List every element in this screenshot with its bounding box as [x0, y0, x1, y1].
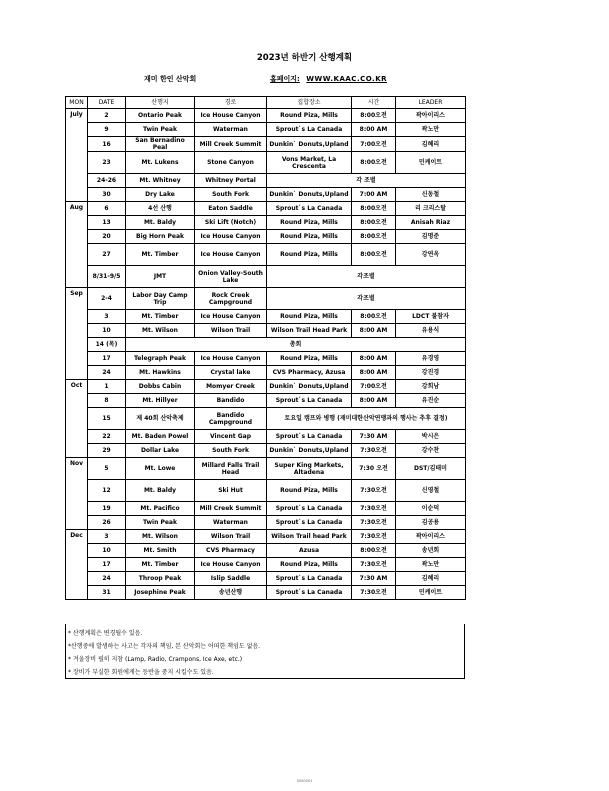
leader-cell: 유진순: [396, 394, 466, 408]
date-cell: 15: [88, 408, 126, 430]
date-cell: 2: [88, 109, 126, 123]
header-row: [66, 97, 466, 109]
month-cell: July: [66, 109, 88, 202]
meeting-place-cell: Sprout`s La Canada: [267, 572, 352, 586]
club-name: 재미 한인 산악회: [144, 75, 197, 83]
schedule-body: [66, 109, 466, 600]
place-cell: Mt. Baden Powel: [126, 430, 195, 444]
route-cell: CVS Pharmacy: [195, 544, 267, 558]
time-cell: 8:00 AM: [352, 352, 396, 366]
meeting-place-cell: Dunkin` Donuts,Upland: [267, 137, 352, 152]
date-cell: 10: [88, 324, 126, 338]
leader-cell: 김명준: [396, 230, 466, 244]
leader-cell: 강수찬: [396, 444, 466, 458]
merged-cell: 토요일 캠프와 병행 (재미대한산악연맹과의 행사는 추후 결정): [267, 408, 466, 430]
place-cell: 4선 산행: [126, 202, 195, 216]
route-cell: Ice House Canyon: [195, 310, 267, 324]
leader-cell: 곽아이리스: [396, 109, 466, 123]
place-cell: 제 40회 산악축제: [126, 408, 195, 430]
time-cell: 8:00오전: [352, 216, 396, 230]
route-cell: Ski Hut: [195, 480, 267, 502]
date-cell: 12: [88, 480, 126, 502]
place-cell: Mt. Timber: [126, 244, 195, 266]
route-cell: Crystal lake: [195, 366, 267, 380]
header-cell: 시간: [352, 97, 396, 109]
place-cell: Mt. Baldy: [126, 216, 195, 230]
time-cell: 7:00 AM: [352, 188, 396, 202]
route-cell: Stone Canyon: [195, 152, 267, 174]
table-row: [66, 480, 466, 502]
page-footer: 0000001: [296, 779, 313, 783]
leader-cell: 신영철: [396, 480, 466, 502]
place-cell: Dollar Lake: [126, 444, 195, 458]
time-cell: 7:30 AM: [352, 430, 396, 444]
date-cell: 24: [88, 572, 126, 586]
time-cell: 7:30오전: [352, 530, 396, 544]
table-row: [66, 216, 466, 230]
place-cell: Mt. Hillyer: [126, 394, 195, 408]
table-row: [66, 202, 466, 216]
route-cell: Ice House Canyon: [195, 558, 267, 572]
table-row: [66, 572, 466, 586]
place-cell: Throop Peak: [126, 572, 195, 586]
meeting-place-cell: Round Piza, Mills: [267, 244, 352, 266]
date-cell: 20: [88, 230, 126, 244]
table-row: [66, 430, 466, 444]
route-cell: Vincent Gap: [195, 430, 267, 444]
leader-cell: 곽노만: [396, 558, 466, 572]
header-cell: DATE: [88, 97, 126, 109]
table-row: [66, 266, 466, 288]
month-cell: Aug: [66, 202, 88, 288]
meeting-place-cell: Round Piza, Mills: [267, 558, 352, 572]
table-row: [66, 288, 466, 310]
time-cell: 8:00오전: [352, 244, 396, 266]
time-cell: 7:30오전: [352, 586, 396, 600]
meeting-place-cell: Sprout`s La Canada: [267, 502, 352, 516]
place-cell: San Bernadino Peal: [126, 137, 195, 152]
leader-cell: 박시은: [396, 430, 466, 444]
leader-cell: 민케이트: [396, 586, 466, 600]
route-cell: South Fork: [195, 188, 267, 202]
date-cell: 8/31-9/5: [88, 266, 126, 288]
time-cell: 7:30오전: [352, 558, 396, 572]
time-cell: 8:00 AM: [352, 324, 396, 338]
leader-cell: 이순덕: [396, 502, 466, 516]
meeting-place-cell: Round Piza, Mills: [267, 109, 352, 123]
date-cell: 2-4: [88, 288, 126, 310]
leader-cell: 김혜리: [396, 572, 466, 586]
time-cell: 8:00오전: [352, 544, 396, 558]
note-line: * 겨울장비 필히 지참 (Lamp, Radio, Crampons, Ice Axe, etc.): [68, 656, 243, 663]
time-cell: 7:30오전: [352, 480, 396, 502]
time-cell: 8:00오전: [352, 152, 396, 174]
route-cell: Ice House Canyon: [195, 352, 267, 366]
time-cell: 7:30오전: [352, 444, 396, 458]
route-cell: Ice House Canyon: [195, 109, 267, 123]
table-row: [66, 174, 466, 188]
homepage-link[interactable]: WWW.KAAC.CO.KR: [306, 75, 388, 83]
route-cell: Millard Falls Trail Head: [195, 458, 267, 480]
meeting-place-cell: CVS Pharmacy, Azusa: [267, 366, 352, 380]
table-row: [66, 530, 466, 544]
meeting-place-cell: Dunkin` Donuts,Upland: [267, 444, 352, 458]
place-cell: Mt. Lowe: [126, 458, 195, 480]
date-cell: 8: [88, 394, 126, 408]
leader-cell: 송년회: [396, 544, 466, 558]
homepage: [270, 74, 387, 84]
route-cell: Wilson Trail: [195, 530, 267, 544]
header-cell: LEADER: [396, 97, 466, 109]
meeting-place-cell: Sprout`s La Canada: [267, 394, 352, 408]
place-cell: Mt. Wilson: [126, 530, 195, 544]
table-row: [66, 516, 466, 530]
route-cell: Waterman: [195, 123, 267, 137]
month-cell: Sep: [66, 288, 88, 380]
note-line: * 산행계획은 변경될수 있음.: [68, 630, 143, 637]
route-cell: Mill Creek Summit: [195, 502, 267, 516]
table-row: [66, 244, 466, 266]
date-cell: 3: [88, 310, 126, 324]
route-cell: Eaton Saddle: [195, 202, 267, 216]
place-cell: Mt. Pacifico: [126, 502, 195, 516]
route-cell: Ice House Canyon: [195, 230, 267, 244]
meeting-place-cell: Sprout`s La Canada: [267, 516, 352, 530]
leader-cell: 김공용: [396, 516, 466, 530]
place-cell: Mt. Timber: [126, 558, 195, 572]
schedule-table: [65, 96, 466, 600]
month-cell: Nov: [66, 458, 88, 530]
route-cell: Mill Creek Summit: [195, 137, 267, 152]
route-cell: Wilson Trail: [195, 324, 267, 338]
route-cell: Onion Valley-South Lake: [195, 266, 267, 288]
time-cell: 8:00오전: [352, 202, 396, 216]
place-cell: Twin Peak: [126, 123, 195, 137]
time-cell: 7:30 오전: [352, 458, 396, 480]
leader-cell: 신동철: [396, 188, 466, 202]
table-row: [66, 188, 466, 202]
table-row: [66, 366, 466, 380]
notes-box: [65, 624, 465, 679]
table-row: [66, 458, 466, 480]
place-cell: Labor Day Camp Trip: [126, 288, 195, 310]
date-cell: 30: [88, 188, 126, 202]
leader-cell: 곽노만: [396, 123, 466, 137]
merged-cell: 각조별: [267, 266, 466, 288]
meeting-place-cell: Dunkin` Donuts,Upland: [267, 188, 352, 202]
meeting-place-cell: Sprout`s La Canada: [267, 123, 352, 137]
leader-cell: Anisah Riaz: [396, 216, 466, 230]
leader-cell: DST/김태미: [396, 458, 466, 480]
time-cell: 7:30오전: [352, 516, 396, 530]
place-cell: Mt. Timber: [126, 310, 195, 324]
date-cell: 24-26: [88, 174, 126, 188]
date-cell: 17: [88, 558, 126, 572]
meeting-place-cell: Round Piza, Mills: [267, 480, 352, 502]
time-cell: 8:00 AM: [352, 366, 396, 380]
event-cell: 총회: [126, 338, 466, 352]
table-row: [66, 230, 466, 244]
table-row: [66, 152, 466, 174]
date-cell: 31: [88, 586, 126, 600]
leader-cell: 곽아이리스: [396, 530, 466, 544]
place-cell: Mt. Lukens: [126, 152, 195, 174]
place-cell: Mt. Baldy: [126, 480, 195, 502]
table-row: [66, 324, 466, 338]
route-cell: Bandido: [195, 394, 267, 408]
date-cell: 19: [88, 502, 126, 516]
route-cell: Ski Lift (Notch): [195, 216, 267, 230]
place-cell: Mt. Wilson: [126, 324, 195, 338]
table-row: [66, 394, 466, 408]
date-cell: 26: [88, 516, 126, 530]
date-cell: 1: [88, 380, 126, 394]
leader-cell: 강연옥: [396, 244, 466, 266]
leader-cell: 민케이트: [396, 152, 466, 174]
leader-cell: 강희남: [396, 380, 466, 394]
header-cell: 집합장소: [267, 97, 352, 109]
time-cell: 8:00오전: [352, 109, 396, 123]
meeting-place-cell: Round Piza, Mills: [267, 216, 352, 230]
table-row: [66, 502, 466, 516]
date-cell: 16: [88, 137, 126, 152]
meeting-place-cell: Super King Markets, Altadena: [267, 458, 352, 480]
meeting-place-cell: Wilson Trail head Park: [267, 530, 352, 544]
table-row: [66, 338, 466, 352]
month-cell: Dec: [66, 530, 88, 600]
place-cell: JMT: [126, 266, 195, 288]
table-row: [66, 137, 466, 152]
merged-cell: 각 조별: [267, 174, 466, 188]
table-row: [66, 123, 466, 137]
date-cell: 17: [88, 352, 126, 366]
route-cell: South Fork: [195, 444, 267, 458]
route-cell: 송년산행: [195, 586, 267, 600]
time-cell: 8:00 AM: [352, 394, 396, 408]
table-row: [66, 310, 466, 324]
date-cell: 13: [88, 216, 126, 230]
date-cell: 24: [88, 366, 126, 380]
route-cell: Islip Saddle: [195, 572, 267, 586]
table-row: [66, 352, 466, 366]
meeting-place-cell: Wilson Trail Head Park: [267, 324, 352, 338]
meeting-place-cell: Sprout`s La Canada: [267, 430, 352, 444]
place-cell: Josephine Peak: [126, 586, 195, 600]
place-cell: Mt. Whitney: [126, 174, 195, 188]
meeting-place-cell: Dunkin` Donuts,Upland: [267, 380, 352, 394]
place-cell: Twin Peak: [126, 516, 195, 530]
place-cell: Telegraph Peak: [126, 352, 195, 366]
header-cell: 경로: [195, 97, 267, 109]
table-row: [66, 586, 466, 600]
header-cell: MON: [66, 97, 88, 109]
date-cell: 29: [88, 444, 126, 458]
meeting-place-cell: Sprout`s La Canada: [267, 586, 352, 600]
meeting-place-cell: Round Piza, Mills: [267, 310, 352, 324]
time-cell: 7:00오전: [352, 137, 396, 152]
table-row: [66, 408, 466, 430]
date-cell: 6: [88, 202, 126, 216]
month-cell: Oct: [66, 380, 88, 458]
time-cell: 8:00오전: [352, 310, 396, 324]
route-cell: Ice House Canyon: [195, 244, 267, 266]
header-cell: 산행지: [126, 97, 195, 109]
date-cell: 22: [88, 430, 126, 444]
place-cell: Big Horn Peak: [126, 230, 195, 244]
date-cell: 9: [88, 123, 126, 137]
note-line: *산행중에 발생하는 사고는 각자의 책임, 본 산악회는 어떠한 책임도 없음.: [68, 643, 261, 650]
note-line: * 장비가 부실한 회원에게는 등반을 중지 시킬수도 있음.: [68, 669, 214, 676]
time-cell: 8:00오전: [352, 230, 396, 244]
date-cell: 3: [88, 530, 126, 544]
route-cell: Bandido Campground: [195, 408, 267, 430]
table-row: [66, 380, 466, 394]
leader-cell: 강진경: [396, 366, 466, 380]
leader-cell: 김혜리: [396, 137, 466, 152]
table-row: [66, 444, 466, 458]
date-cell: 5: [88, 458, 126, 480]
leader-cell: LDCT 불참자: [396, 310, 466, 324]
table-row: [66, 544, 466, 558]
time-cell: 7:30오전: [352, 502, 396, 516]
date-cell: 23: [88, 152, 126, 174]
homepage-label: 홈페이지:: [270, 75, 300, 83]
place-cell: Dry Lake: [126, 188, 195, 202]
table-row: [66, 109, 466, 123]
time-cell: 8:00 AM: [352, 123, 396, 137]
meeting-place-cell: Vons Market, La Crescenta: [267, 152, 352, 174]
time-cell: 7:00오전: [352, 380, 396, 394]
meeting-place-cell: Azusa: [267, 544, 352, 558]
route-cell: Momyer Creek: [195, 380, 267, 394]
date-cell: 10: [88, 544, 126, 558]
leader-cell: 유용식: [396, 324, 466, 338]
route-cell: Whitney Portal: [195, 174, 267, 188]
meeting-place-cell: Round Piza, Mills: [267, 230, 352, 244]
time-cell: 7:30 AM: [352, 572, 396, 586]
place-cell: Ontario Peak: [126, 109, 195, 123]
table-row: [66, 558, 466, 572]
place-cell: Dobbs Cabin: [126, 380, 195, 394]
leader-cell: 리 크리스탈: [396, 202, 466, 216]
place-cell: Mt. Hawkins: [126, 366, 195, 380]
date-cell: 27: [88, 244, 126, 266]
leader-cell: 유경영: [396, 352, 466, 366]
route-cell: Waterman: [195, 516, 267, 530]
place-cell: Mt. Smith: [126, 544, 195, 558]
meeting-place-cell: Round Piza, Mills: [267, 352, 352, 366]
route-cell: Rock Creek Campground: [195, 288, 267, 310]
merged-cell: 각조별: [267, 288, 466, 310]
page-title: 2023년 하반기 산행계획: [256, 53, 353, 63]
date-cell: 14 (목): [88, 338, 126, 352]
meeting-place-cell: Sprout`s La Canada: [267, 202, 352, 216]
